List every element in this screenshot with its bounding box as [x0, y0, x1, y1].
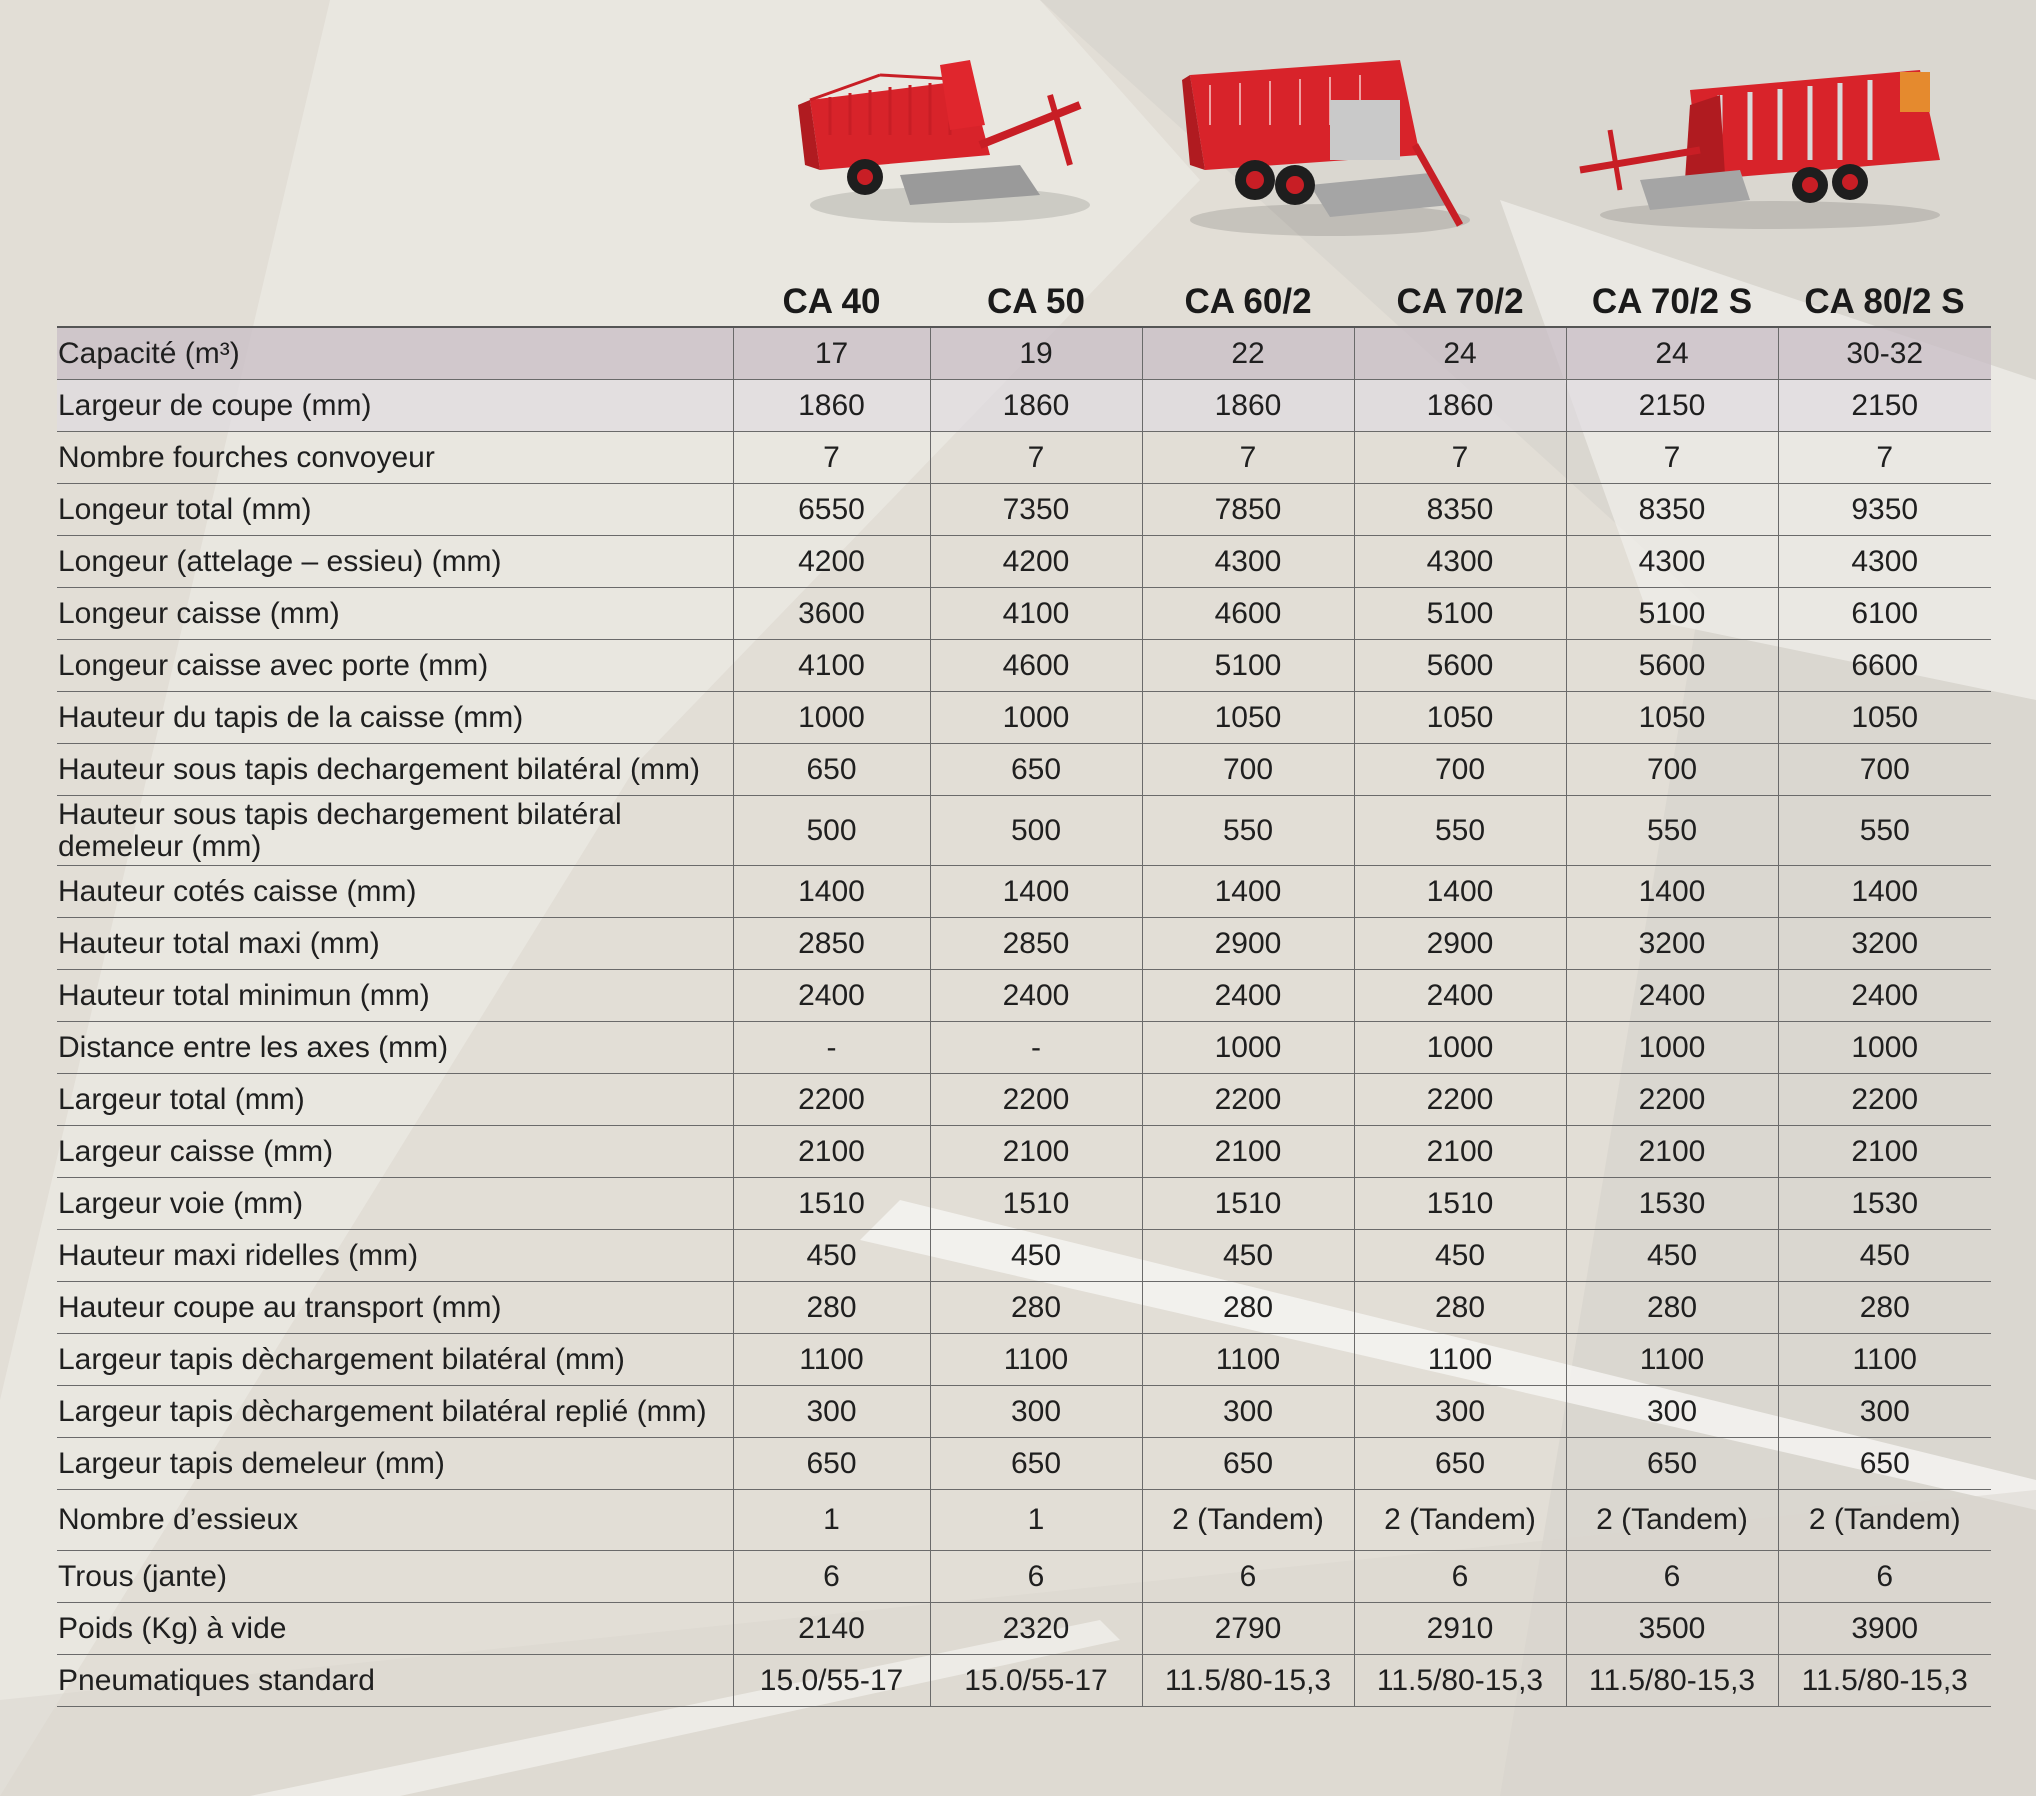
cell-value: 5100 — [1566, 588, 1778, 640]
table-row — [57, 536, 1991, 588]
model-header-row — [57, 270, 1991, 327]
cell-value: 6 — [1778, 1551, 1991, 1603]
row-label: Nombre fourches convoyeur — [57, 432, 733, 484]
cell-value: 6 — [733, 1551, 930, 1603]
cell-value: 1510 — [1354, 1178, 1566, 1230]
row-label: Largeur caisse (mm) — [57, 1126, 733, 1178]
table-row — [57, 640, 1991, 692]
cell-value: 11.5/80-15,3 — [1778, 1655, 1991, 1707]
cell-value: 2100 — [1566, 1126, 1778, 1178]
cell-value: 2100 — [1354, 1126, 1566, 1178]
table-row — [57, 1551, 1991, 1603]
cell-value: 30-32 — [1778, 327, 1991, 380]
table-row — [57, 327, 1991, 380]
table-row — [57, 918, 1991, 970]
cell-value: 1100 — [1566, 1334, 1778, 1386]
table-row — [57, 1438, 1991, 1490]
cell-value: 3200 — [1566, 918, 1778, 970]
cell-value: 1860 — [930, 380, 1142, 432]
cell-value: 3600 — [733, 588, 930, 640]
cell-value: 2400 — [930, 970, 1142, 1022]
table-row — [57, 1603, 1991, 1655]
cell-value: 700 — [1778, 744, 1991, 796]
cell-value: 2100 — [733, 1126, 930, 1178]
cell-value: 1510 — [1142, 1178, 1354, 1230]
row-label: Hauteur total minimun (mm) — [57, 970, 733, 1022]
cell-value: 1400 — [733, 866, 930, 918]
cell-value: 4300 — [1778, 536, 1991, 588]
cell-value: 1400 — [1566, 866, 1778, 918]
table-row — [57, 380, 1991, 432]
cell-value: 11.5/80-15,3 — [1566, 1655, 1778, 1707]
cell-value: 4100 — [733, 640, 930, 692]
cell-value: 2100 — [930, 1126, 1142, 1178]
row-label: Largeur de coupe (mm) — [57, 380, 733, 432]
cell-value: 1860 — [1354, 380, 1566, 432]
row-label: Hauteur sous tapis dechargement bilatéral demeleur (mm) — [57, 796, 733, 866]
cell-value: 450 — [1354, 1230, 1566, 1282]
cell-value: 1050 — [1566, 692, 1778, 744]
cell-value: 650 — [733, 744, 930, 796]
cell-value: 2400 — [1778, 970, 1991, 1022]
model-header: CA 70/2 — [1354, 270, 1566, 327]
cell-value: 1 — [733, 1490, 930, 1551]
table-row — [57, 1230, 1991, 1282]
cell-value: 300 — [1778, 1386, 1991, 1438]
cell-value: 2900 — [1354, 918, 1566, 970]
cell-value: - — [930, 1022, 1142, 1074]
cell-value: 4300 — [1354, 536, 1566, 588]
cell-value: 1100 — [1142, 1334, 1354, 1386]
table-row — [57, 866, 1991, 918]
row-label: Largeur tapis demeleur (mm) — [57, 1438, 733, 1490]
table-row — [57, 1334, 1991, 1386]
cell-value: 15.0/55-17 — [733, 1655, 930, 1707]
forage-wagon-tandem-large-icon — [1570, 50, 1950, 240]
cell-value: 2400 — [733, 970, 930, 1022]
cell-value: 450 — [930, 1230, 1142, 1282]
row-label: Hauteur total maxi (mm) — [57, 918, 733, 970]
model-header: CA 50 — [930, 270, 1142, 327]
cell-value: 550 — [1566, 796, 1778, 866]
cell-value: 7 — [1566, 432, 1778, 484]
cell-value: 3900 — [1778, 1603, 1991, 1655]
cell-value: 11.5/80-15,3 — [1354, 1655, 1566, 1707]
cell-value: 700 — [1142, 744, 1354, 796]
row-label: Longeur (attelage – essieu) (mm) — [57, 536, 733, 588]
cell-value: 550 — [1142, 796, 1354, 866]
cell-value: 450 — [1566, 1230, 1778, 1282]
cell-value: 2140 — [733, 1603, 930, 1655]
cell-value: 280 — [930, 1282, 1142, 1334]
cell-value: 500 — [733, 796, 930, 866]
cell-value: 700 — [1354, 744, 1566, 796]
cell-value: 17 — [733, 327, 930, 380]
cell-value: 550 — [1778, 796, 1991, 866]
cell-value: 1400 — [1354, 866, 1566, 918]
cell-value: 1000 — [1142, 1022, 1354, 1074]
cell-value: 6550 — [733, 484, 930, 536]
cell-value: 4300 — [1142, 536, 1354, 588]
cell-value: 7 — [930, 432, 1142, 484]
row-label: Distance entre les axes (mm) — [57, 1022, 733, 1074]
cell-value: 2100 — [1142, 1126, 1354, 1178]
cell-value: 2900 — [1142, 918, 1354, 970]
cell-value: 450 — [1142, 1230, 1354, 1282]
cell-value: 1000 — [1566, 1022, 1778, 1074]
cell-value: - — [733, 1022, 930, 1074]
cell-value: 2 (Tandem) — [1778, 1490, 1991, 1551]
cell-value: 1000 — [1354, 1022, 1566, 1074]
cell-value: 2400 — [1566, 970, 1778, 1022]
cell-value: 9350 — [1778, 484, 1991, 536]
cell-value: 2100 — [1778, 1126, 1991, 1178]
cell-value: 8350 — [1354, 484, 1566, 536]
row-label: Hauteur coupe au transport (mm) — [57, 1282, 733, 1334]
header-spacer — [57, 270, 733, 327]
cell-value: 2200 — [1142, 1074, 1354, 1126]
model-header: CA 80/2 S — [1778, 270, 1991, 327]
cell-value: 280 — [1778, 1282, 1991, 1334]
cell-value: 300 — [930, 1386, 1142, 1438]
table-row — [57, 1126, 1991, 1178]
cell-value: 1510 — [733, 1178, 930, 1230]
cell-value: 24 — [1354, 327, 1566, 380]
row-label: Capacité (m³) — [57, 327, 733, 380]
cell-value: 6 — [1354, 1551, 1566, 1603]
cell-value: 300 — [1142, 1386, 1354, 1438]
cell-value: 11.5/80-15,3 — [1142, 1655, 1354, 1707]
cell-value: 300 — [733, 1386, 930, 1438]
cell-value: 19 — [930, 327, 1142, 380]
cell-value: 4200 — [733, 536, 930, 588]
cell-value: 1860 — [1142, 380, 1354, 432]
table-row — [57, 1282, 1991, 1334]
cell-value: 4200 — [930, 536, 1142, 588]
cell-value: 1100 — [733, 1334, 930, 1386]
cell-value: 7 — [733, 432, 930, 484]
table-row — [57, 432, 1991, 484]
cell-value: 2200 — [1354, 1074, 1566, 1126]
table-row — [57, 744, 1991, 796]
cell-value: 3200 — [1778, 918, 1991, 970]
cell-value: 700 — [1566, 744, 1778, 796]
cell-value: 6100 — [1778, 588, 1991, 640]
row-label: Hauteur maxi ridelles (mm) — [57, 1230, 733, 1282]
table-row — [57, 692, 1991, 744]
cell-value: 650 — [733, 1438, 930, 1490]
cell-value: 650 — [1566, 1438, 1778, 1490]
cell-value: 550 — [1354, 796, 1566, 866]
cell-value: 5600 — [1566, 640, 1778, 692]
table-row — [57, 1655, 1991, 1707]
cell-value: 2 (Tandem) — [1354, 1490, 1566, 1551]
row-label: Largeur tapis dèchargement bilatéral replié (mm) — [57, 1386, 733, 1438]
cell-value: 4100 — [930, 588, 1142, 640]
cell-value: 650 — [1142, 1438, 1354, 1490]
cell-value: 2150 — [1566, 380, 1778, 432]
row-label: Nombre d’essieux — [57, 1490, 733, 1551]
cell-value: 280 — [1354, 1282, 1566, 1334]
cell-value: 2200 — [733, 1074, 930, 1126]
cell-value: 280 — [1566, 1282, 1778, 1334]
row-label: Longeur caisse avec porte (mm) — [57, 640, 733, 692]
table-row — [57, 484, 1991, 536]
row-label: Poids (Kg) à vide — [57, 1603, 733, 1655]
cell-value: 280 — [733, 1282, 930, 1334]
cell-value: 1100 — [930, 1334, 1142, 1386]
cell-value: 650 — [1778, 1438, 1991, 1490]
row-label: Longeur caisse (mm) — [57, 588, 733, 640]
cell-value: 500 — [930, 796, 1142, 866]
cell-value: 650 — [1354, 1438, 1566, 1490]
table-row — [57, 970, 1991, 1022]
cell-value: 2850 — [733, 918, 930, 970]
cell-value: 1000 — [733, 692, 930, 744]
cell-value: 1530 — [1566, 1178, 1778, 1230]
cell-value: 7350 — [930, 484, 1142, 536]
cell-value: 7850 — [1142, 484, 1354, 536]
row-label: Hauteur du tapis de la caisse (mm) — [57, 692, 733, 744]
cell-value: 1400 — [930, 866, 1142, 918]
cell-value: 1 — [930, 1490, 1142, 1551]
cell-value: 3500 — [1566, 1603, 1778, 1655]
cell-value: 450 — [733, 1230, 930, 1282]
cell-value: 1100 — [1354, 1334, 1566, 1386]
row-label: Largeur voie (mm) — [57, 1178, 733, 1230]
forage-wagon-tandem-icon — [1180, 45, 1480, 245]
cell-value: 650 — [930, 744, 1142, 796]
cell-value: 4600 — [1142, 588, 1354, 640]
row-label: Largeur total (mm) — [57, 1074, 733, 1126]
cell-value: 1050 — [1778, 692, 1991, 744]
row-label: Hauteur cotés caisse (mm) — [57, 866, 733, 918]
cell-value: 2150 — [1778, 380, 1991, 432]
cell-value: 1050 — [1142, 692, 1354, 744]
cell-value: 5100 — [1142, 640, 1354, 692]
cell-value: 1000 — [1778, 1022, 1991, 1074]
row-label: Pneumatiques standard — [57, 1655, 733, 1707]
cell-value: 7 — [1354, 432, 1566, 484]
cell-value: 1400 — [1778, 866, 1991, 918]
forage-wagon-single-axle-icon — [790, 35, 1100, 235]
cell-value: 1000 — [930, 692, 1142, 744]
cell-value: 2320 — [930, 1603, 1142, 1655]
cell-value: 2400 — [1354, 970, 1566, 1022]
cell-value: 300 — [1566, 1386, 1778, 1438]
row-label: Hauteur sous tapis dechargement bilatéral (mm) — [57, 744, 733, 796]
table-row — [57, 1178, 1991, 1230]
cell-value: 5600 — [1354, 640, 1566, 692]
cell-value: 8350 — [1566, 484, 1778, 536]
table-row — [57, 796, 1991, 866]
cell-value: 1860 — [733, 380, 930, 432]
table-row — [57, 588, 1991, 640]
cell-value: 6 — [930, 1551, 1142, 1603]
cell-value: 6 — [1142, 1551, 1354, 1603]
table-row — [57, 1074, 1991, 1126]
row-label: Largeur tapis dèchargement bilatéral (mm) — [57, 1334, 733, 1386]
cell-value: 1100 — [1778, 1334, 1991, 1386]
table-row — [57, 1490, 1991, 1551]
cell-value: 1530 — [1778, 1178, 1991, 1230]
row-label: Trous (jante) — [57, 1551, 733, 1603]
cell-value: 2910 — [1354, 1603, 1566, 1655]
model-header: CA 60/2 — [1142, 270, 1354, 327]
cell-value: 6 — [1566, 1551, 1778, 1603]
cell-value: 650 — [930, 1438, 1142, 1490]
cell-value: 7 — [1142, 432, 1354, 484]
cell-value: 7 — [1778, 432, 1991, 484]
table-row — [57, 1386, 1991, 1438]
cell-value: 2200 — [930, 1074, 1142, 1126]
model-header: CA 40 — [733, 270, 930, 327]
cell-value: 450 — [1778, 1230, 1991, 1282]
cell-value: 15.0/55-17 — [930, 1655, 1142, 1707]
cell-value: 2850 — [930, 918, 1142, 970]
cell-value: 24 — [1566, 327, 1778, 380]
cell-value: 6600 — [1778, 640, 1991, 692]
cell-value: 2 (Tandem) — [1142, 1490, 1354, 1551]
cell-value: 1400 — [1142, 866, 1354, 918]
table-row — [57, 1022, 1991, 1074]
cell-value: 2400 — [1142, 970, 1354, 1022]
cell-value: 22 — [1142, 327, 1354, 380]
specifications-table — [57, 270, 1991, 1707]
cell-value: 1510 — [930, 1178, 1142, 1230]
cell-value: 2 (Tandem) — [1566, 1490, 1778, 1551]
cell-value: 5100 — [1354, 588, 1566, 640]
cell-value: 300 — [1354, 1386, 1566, 1438]
cell-value: 4600 — [930, 640, 1142, 692]
cell-value: 2200 — [1566, 1074, 1778, 1126]
row-label: Longeur total (mm) — [57, 484, 733, 536]
cell-value: 2790 — [1142, 1603, 1354, 1655]
cell-value: 280 — [1142, 1282, 1354, 1334]
model-header: CA 70/2 S — [1566, 270, 1778, 327]
cell-value: 4300 — [1566, 536, 1778, 588]
cell-value: 1050 — [1354, 692, 1566, 744]
cell-value: 2200 — [1778, 1074, 1991, 1126]
